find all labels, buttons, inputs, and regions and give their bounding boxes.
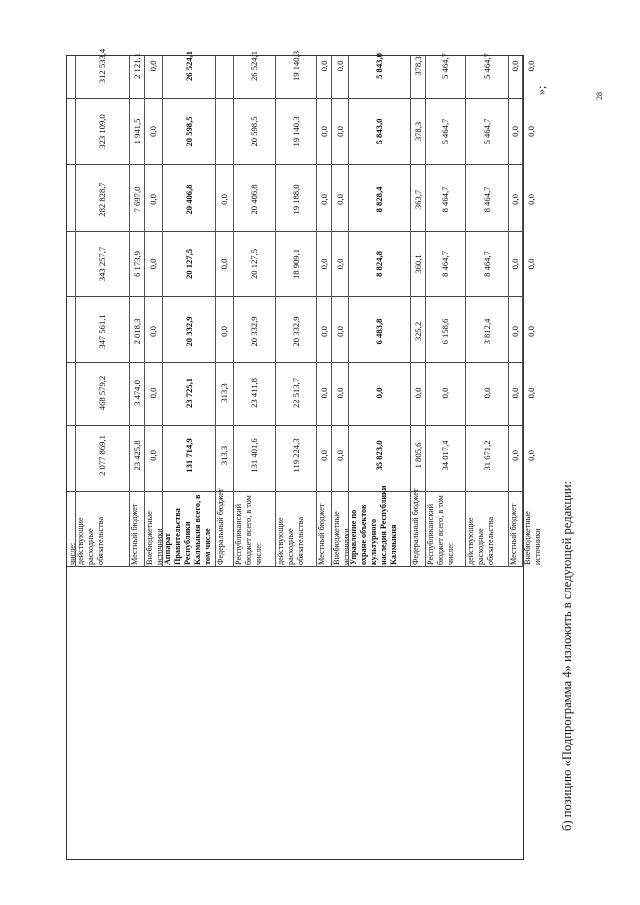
cell-value: 1 805,6 xyxy=(412,442,423,469)
cell-value: 8 828,4 xyxy=(374,186,384,213)
cell-value: 26 524,1 xyxy=(183,50,194,82)
row-label: Аппарат Правительства Республики Калмыкия всего, в том числе xyxy=(163,494,212,565)
cell-value: 19 140,3 xyxy=(290,50,301,82)
cell-value: 20 406,8 xyxy=(183,184,194,215)
row-label: Внебюджетные источники xyxy=(523,511,542,565)
cell-value: 0,0 xyxy=(525,194,536,205)
cell-value: 0,0 xyxy=(525,326,536,337)
cell-value: 378,3 xyxy=(412,121,423,142)
cell-value: 18 909,1 xyxy=(290,248,301,280)
cell-value: 5 464,7 xyxy=(481,118,492,145)
row-divider xyxy=(129,56,130,567)
cell-value: 119 224,3 xyxy=(290,438,301,473)
row-divider xyxy=(75,56,76,567)
cell-value: 31 671,2 xyxy=(481,440,492,471)
cell-value: 0,0 xyxy=(334,126,345,137)
amendment-paragraph: б) позицию «Подпрограмма 4» изложить в следующей редакции: xyxy=(560,480,574,831)
cell-value: 0,0 xyxy=(334,258,345,270)
cell-value: 0,0 xyxy=(440,387,450,399)
cell-value: 3 812,4 xyxy=(481,318,492,345)
cell-value: 0,0 xyxy=(412,387,423,399)
cell-value: 2 077 869,1 xyxy=(97,435,107,476)
cell-value: 323 109,0 xyxy=(97,114,107,149)
cell-value: 20 332,9 xyxy=(249,316,259,347)
row-divider xyxy=(331,56,332,567)
cell-value: 343 257,7 xyxy=(97,246,107,282)
cell-value: 363,7 xyxy=(412,189,423,210)
cell-value: 0,0 xyxy=(510,126,520,137)
cell-value: 0,0 xyxy=(525,126,536,137)
cell-value: 0,0 xyxy=(334,194,345,205)
cell-value: 20 332,9 xyxy=(290,316,301,347)
row-divider xyxy=(425,56,426,567)
row-divider xyxy=(465,56,466,567)
cell-value: 2 018,3 xyxy=(131,318,142,345)
cell-value: 5 464,7 xyxy=(481,53,492,79)
row-label: Республиканский бюджет всего, в том числе: xyxy=(426,495,455,565)
cell-value: 5 464,7 xyxy=(440,118,450,145)
cell-value: 8 464,7 xyxy=(440,251,450,277)
cell-value: 313,3 xyxy=(219,383,229,403)
cell-value: 0,0 xyxy=(318,387,329,399)
cell-value: 0,0 xyxy=(148,450,158,461)
cell-value: 312 533,4 xyxy=(97,48,107,84)
cell-value: 5 843,0 xyxy=(374,118,384,145)
cell-value: 22 513,7 xyxy=(290,377,301,409)
cell-value: 0,0 xyxy=(334,60,345,72)
row-divider xyxy=(508,56,509,567)
cell-value: 0,0 xyxy=(334,450,345,461)
cell-value: 0,0 xyxy=(525,387,536,399)
cell-value: 0,0 xyxy=(510,326,520,337)
cell-value: 20 127,5 xyxy=(249,248,259,280)
cell-value: 8 824,8 xyxy=(374,251,384,277)
cell-value: 0,0 xyxy=(510,387,520,399)
cell-value: 20 332,9 xyxy=(183,316,194,347)
row-label: Федеральный бюджет xyxy=(216,488,225,565)
row-label: Управление по охране объектов культурного наследия Республики Калмыкия xyxy=(349,485,398,565)
cell-value: 0,0 xyxy=(374,387,384,399)
column-divider xyxy=(67,98,523,99)
cell-value: 0,0 xyxy=(148,126,158,137)
row-divider xyxy=(316,56,317,567)
cell-value: 0,0 xyxy=(510,194,520,205)
cell-value: 20 598,5 xyxy=(183,116,194,147)
cell-value: 2 121,1 xyxy=(131,53,142,79)
cell-value: 0,0 xyxy=(148,194,158,205)
row-label: Местный бюджет xyxy=(509,503,518,565)
cell-value: 26 524,1 xyxy=(249,50,259,82)
cell-value: 35 823,0 xyxy=(374,440,384,471)
cell-value: 0,0 xyxy=(510,60,520,72)
cell-value: 0,0 xyxy=(510,450,520,461)
column-divider xyxy=(67,566,523,567)
cell-value: 20 127,5 xyxy=(183,248,194,280)
row-divider xyxy=(233,56,234,567)
cell-value: 6 173,9 xyxy=(131,251,142,277)
cell-value: 282 828,7 xyxy=(97,182,107,217)
cell-value: 0,0 xyxy=(148,387,158,399)
cell-value: 0,0 xyxy=(318,326,329,337)
cell-value: 360,1 xyxy=(412,254,423,274)
cell-value: 0,0 xyxy=(318,258,329,270)
cell-value: 20 406,8 xyxy=(249,184,259,215)
closing-quote-mark: »; xyxy=(534,85,548,95)
row-label: Внебюджетные источники xyxy=(332,511,351,565)
cell-value: 8 464,7 xyxy=(481,186,492,213)
column-divider xyxy=(67,491,523,492)
cell-value: 0,0 xyxy=(334,387,345,399)
row-divider xyxy=(275,56,276,567)
column-divider xyxy=(67,231,523,232)
column-divider xyxy=(67,296,523,297)
row-label: числе: xyxy=(68,542,77,565)
cell-value: 0,0 xyxy=(318,126,329,137)
row-label: Внебюджетные источники xyxy=(145,511,164,565)
cell-value: 6 158,6 xyxy=(440,318,450,345)
cell-value: 23 425,8 xyxy=(131,440,142,471)
cell-value: 0,0 xyxy=(318,194,329,205)
row-divider xyxy=(522,56,523,567)
row-label: Федеральный бюджет xyxy=(411,488,420,565)
cell-value: 0,0 xyxy=(148,60,158,72)
row-divider xyxy=(144,56,145,567)
cell-value: 131 714,9 xyxy=(183,438,194,473)
cell-value: 23 411,8 xyxy=(249,378,259,408)
cell-value: 23 725,1 xyxy=(183,377,194,409)
cell-value: 1 941,5 xyxy=(131,118,142,145)
cell-value: 0,0 xyxy=(481,387,492,399)
cell-value: 8 464,7 xyxy=(440,186,450,213)
cell-value: 347 561,1 xyxy=(97,314,107,349)
cell-value: 0,0 xyxy=(219,194,229,205)
cell-value: 0,0 xyxy=(219,326,229,337)
row-label: действующие расходные обязательства xyxy=(76,516,105,565)
cell-value: 378,3 xyxy=(412,56,423,76)
budget-table xyxy=(66,48,542,860)
cell-value: 5 464,7 xyxy=(440,53,450,79)
cell-value: 313,3 xyxy=(219,445,229,466)
cell-value: 8 464,7 xyxy=(481,251,492,277)
cell-value: 0,0 xyxy=(148,258,158,270)
cell-value: 0,0 xyxy=(510,258,520,270)
cell-value: 7 697,0 xyxy=(131,186,142,213)
column-divider xyxy=(67,164,523,165)
cell-value: 0,0 xyxy=(219,258,229,270)
cell-value: 0,0 xyxy=(525,60,536,72)
cell-value: 468 579,2 xyxy=(97,375,107,411)
cell-value: 325,2 xyxy=(412,321,423,342)
cell-value: 19 188,0 xyxy=(290,184,301,215)
cell-value: 5 843,0 xyxy=(374,53,384,79)
row-label: действующие расходные обязательства xyxy=(466,516,495,565)
row-label: действующие расходные обязательства xyxy=(276,516,305,565)
cell-value: 20 598,5 xyxy=(249,116,259,147)
cell-value: 131 401,6 xyxy=(249,438,259,473)
row-divider xyxy=(162,56,163,567)
cell-value: 19 140,3 xyxy=(290,116,301,147)
cell-value: 34 017,4 xyxy=(440,440,450,471)
row-label: Республиканский бюджет всего, в том числе: xyxy=(234,495,263,565)
cell-value: 0,0 xyxy=(525,450,536,461)
cell-value: 0,0 xyxy=(318,450,329,461)
row-label: Местный бюджет xyxy=(317,503,326,565)
cell-value: 0,0 xyxy=(148,326,158,337)
cell-value: 0,0 xyxy=(525,258,536,270)
row-label: Местный бюджет xyxy=(130,503,139,565)
page-number: 28 xyxy=(595,92,604,100)
cell-value: 3 474,0 xyxy=(131,380,142,406)
cell-value: 0,0 xyxy=(334,326,345,337)
cell-value: 0,0 xyxy=(318,60,329,72)
cell-value: 6 483,8 xyxy=(374,318,384,345)
